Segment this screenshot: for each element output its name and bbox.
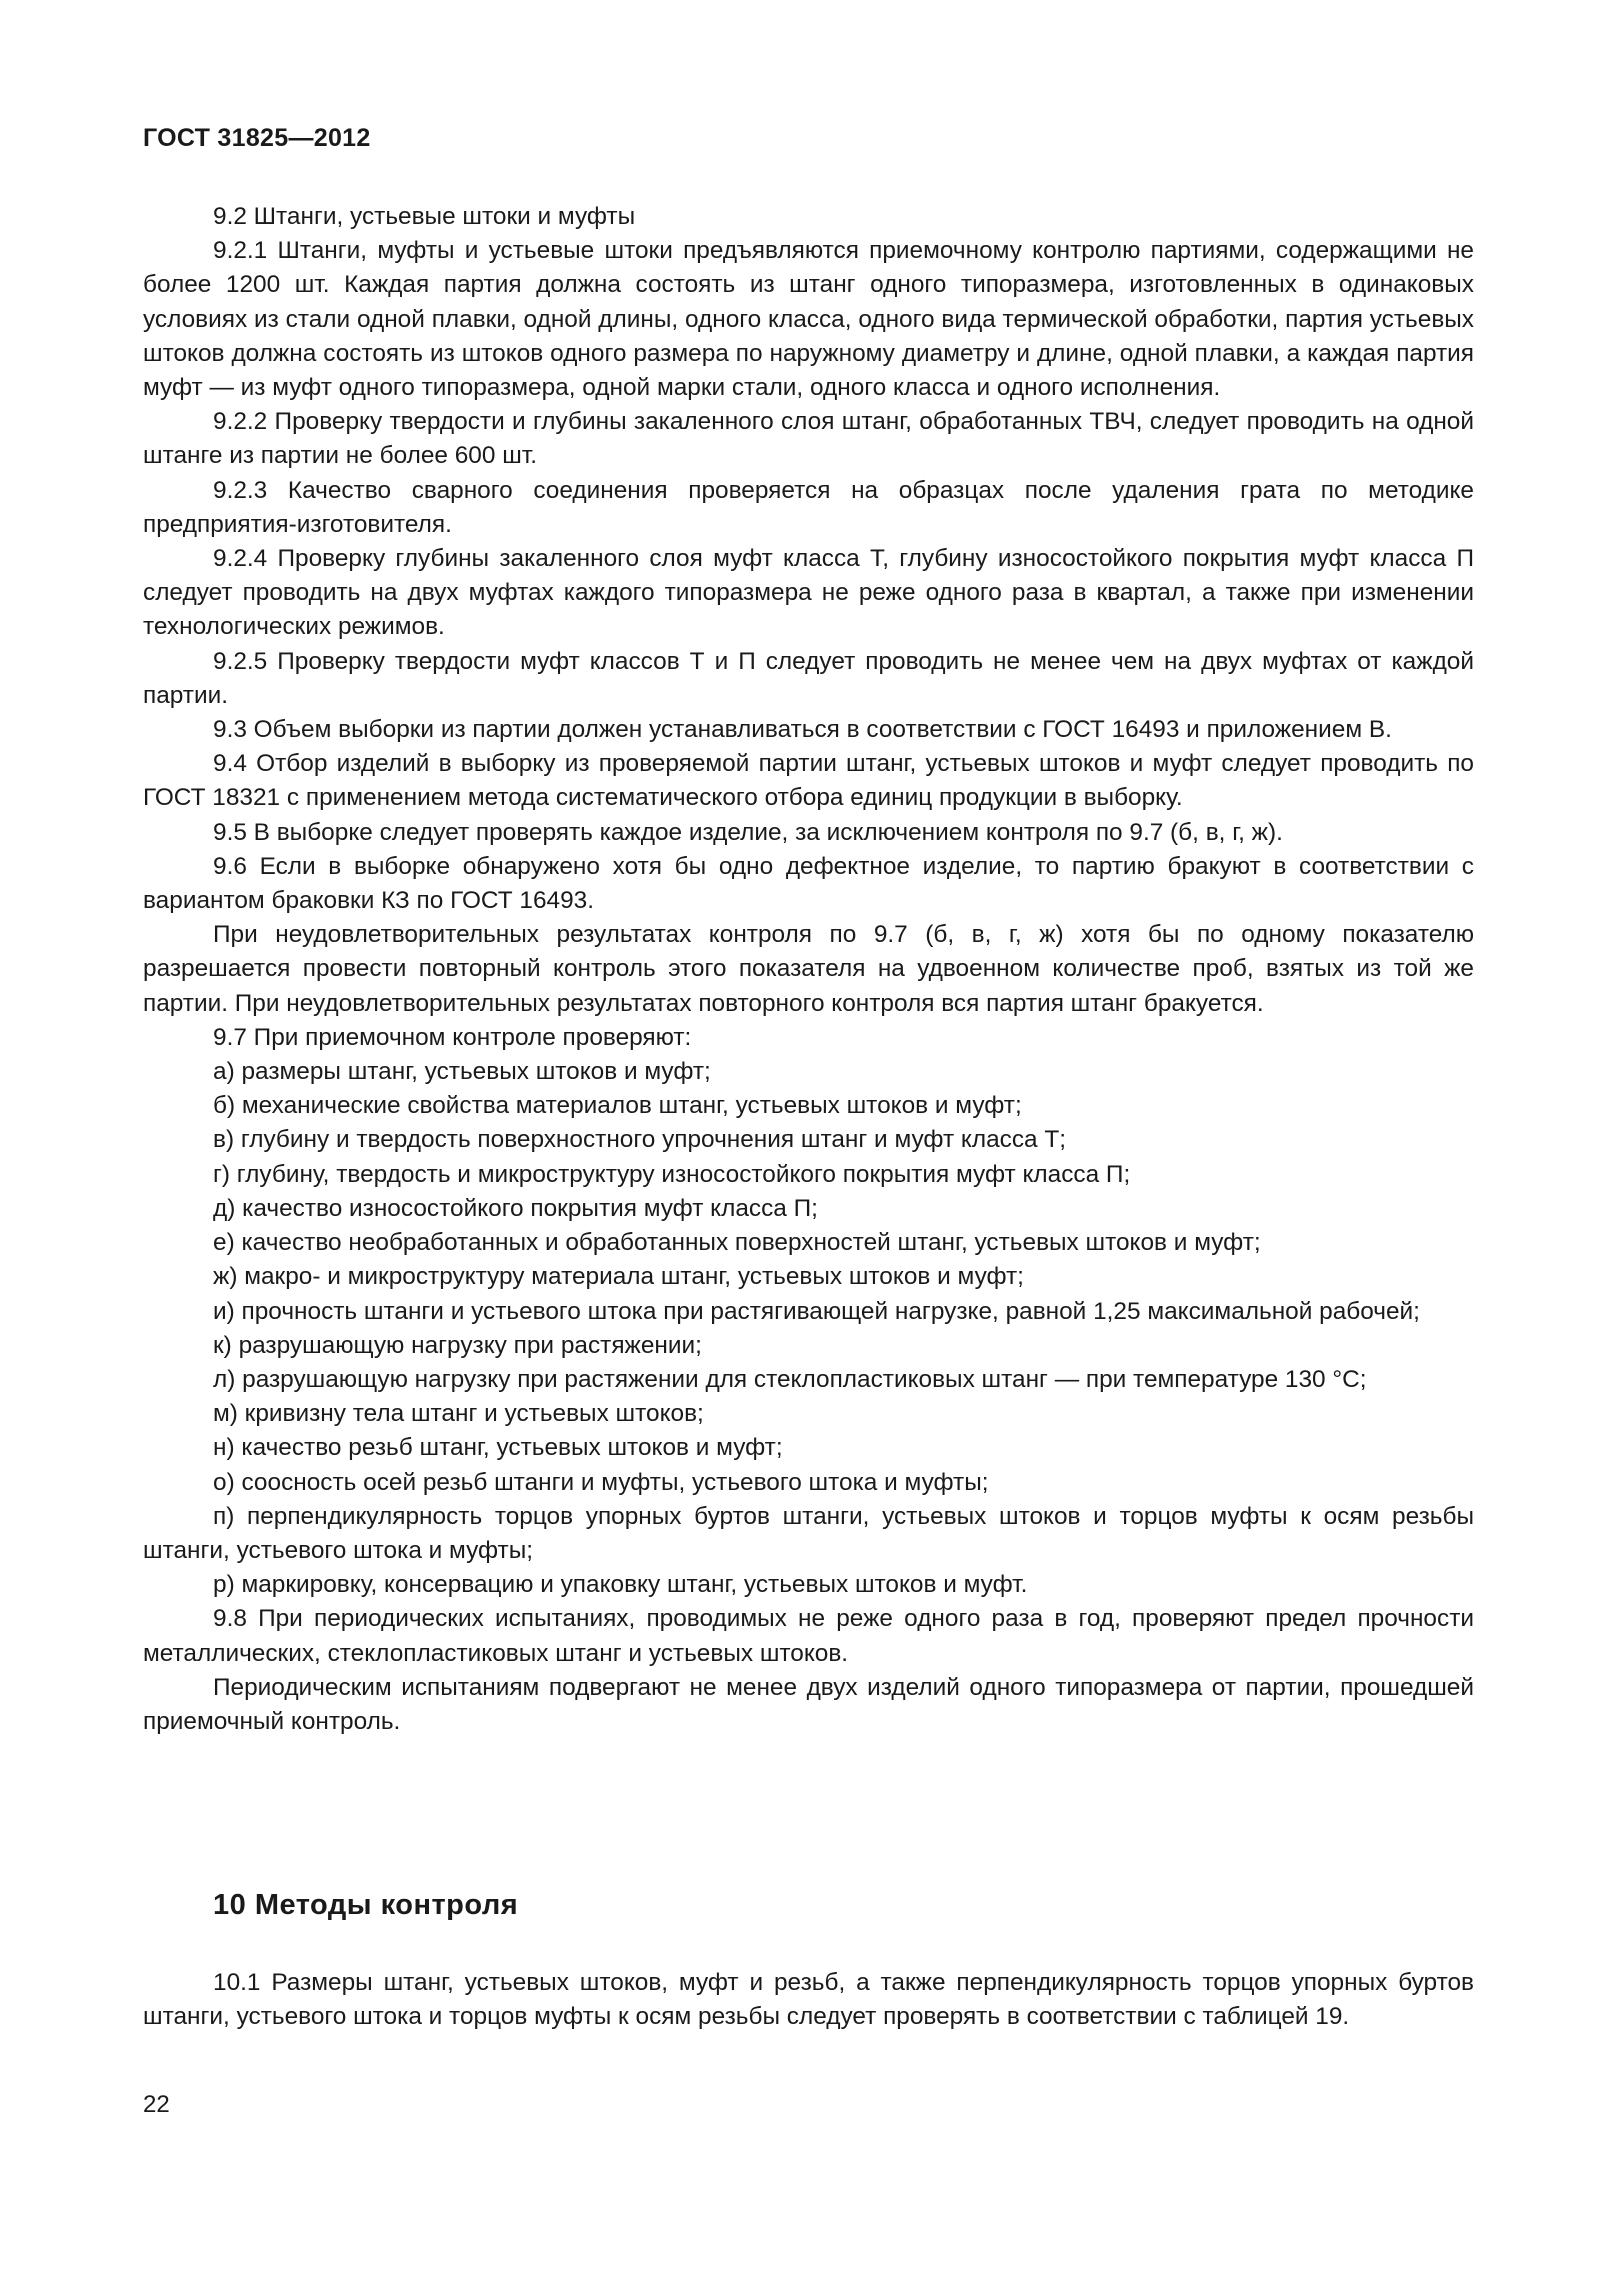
list-item: о) соосность осей резьб штанги и муфты, устьевого штока и муфты; <box>213 1468 989 1496</box>
section-9-body <box>143 200 1474 1739</box>
list-item: л) разрушающую нагрузку при растяжении для стеклопластиковых штанг — при температуре 130 °С; <box>213 1365 1367 1393</box>
list-item: м) кривизну тела штанг и устьевых штоков; <box>213 1400 704 1428</box>
list-item: к) разрушающую нагрузку при растяжении; <box>213 1331 702 1359</box>
paragraph: 9.2.4 Проверку глубины закаленного слоя муфт класса Т, глубину износостойкого покрытия муфт класса П следует проводить на двух муфтах каждого типоразмера не реже одного раза в квартал, а также при изменении технологических режимов. <box>143 545 1474 641</box>
list-item: г) глубину, твердость и микроструктуру износостойкого покрытия муфт класса П; <box>213 1160 1131 1188</box>
paragraph: 9.6 Если в выборке обнаружено хотя бы одно дефектное изделие, то партию бракуют в соответствии с вариантом браковки КЗ по ГОСТ 16493. <box>143 852 1474 915</box>
paragraph: 9.2 Штанги, устьевые штоки и муфты <box>213 203 636 230</box>
list-item: е) качество необработанных и обработанных поверхностей штанг, устьевых штоков и муфт; <box>213 1229 1261 1257</box>
section-heading: 10 Методы контроля <box>213 1889 519 1921</box>
paragraph: 9.7 При приемочном контроле проверяют: <box>213 1023 692 1051</box>
paragraph: Периодическим испытаниям подвергают не менее двух изделий одного типоразмера от партии, прошедшей приемочный контроль. <box>143 1673 1474 1735</box>
list-item: а) размеры штанг, устьевых штоков и муфт; <box>213 1058 711 1086</box>
list-item: п) перпендикулярность торцов упорных буртов штанги, устьевых штоков и торцов муфты к осям резьбы штанги, устьевого штока и муфты; <box>143 1502 1474 1564</box>
list-item: р) маркировку, консервацию и упаковку штанг, устьевых штоков и муфт. <box>213 1571 1028 1599</box>
paragraph: 9.3 Объем выборки из партии должен устанавливаться в соответствии с ГОСТ 16493 и приложением В. <box>213 716 1392 744</box>
list-item: в) глубину и твердость поверхностного упрочнения штанг и муфт класса Т; <box>213 1126 1067 1154</box>
paragraph: 9.2.2 Проверку твердости и глубины закаленного слоя штанг, обработанных ТВЧ, следует проводить на одной штанге из партии не более 600 шт. <box>143 408 1474 470</box>
paragraph: 9.4 Отбор изделий в выборку из проверяемой партии штанг, устьевых штоков и муфт следует проводить по ГОСТ 18321 с применением метода систематического отбора единиц продукции в выборку. <box>143 750 1474 812</box>
list-item: ж) макро- и микроструктуру материала штанг, устьевых штоков и муфт; <box>213 1263 1024 1291</box>
page-number: 22 <box>143 2091 170 2118</box>
list-item: б) механические свойства материалов штанг, устьевых штоков и муфт; <box>213 1092 1022 1120</box>
paragraph: 9.8 При периодических испытаниях, проводимых не реже одного раза в год, проверяют предел прочности металлических, стеклопластиковых штанг и устьевых штоков. <box>143 1605 1474 1667</box>
list-item: н) качество резьб штанг, устьевых штоков и муфт; <box>213 1434 783 1462</box>
standard-header: ГОСТ 31825—2012 <box>143 124 371 152</box>
list-item: д) качество износостойкого покрытия муфт класса П; <box>213 1194 818 1222</box>
paragraph: При неудовлетворительных результатах контроля по 9.7 (б, в, г, ж) хотя бы по одному показателю разрешается провести повторный контроль этого показателя на удвоенном количестве проб, взятых из той же партии. При неудовлетворительных результатах повторного контроля вся партия штанг бракуется. <box>143 921 1474 1017</box>
paragraph: 9.2.3 Качество сварного соединения проверяется на образцах после удаления грата по методике предприятия-изготовителя. <box>143 476 1474 538</box>
list-item: и) прочность штанги и устьевого штока при растягивающей нагрузке, равной 1,25 максимальной рабочей; <box>213 1297 1420 1325</box>
section-10-body <box>143 1966 1474 2034</box>
paragraph: 9.5 В выборке следует проверять каждое изделие, за исключением контроля по 9.7 (б, в, г, ж). <box>213 818 1283 846</box>
paragraph: 9.2.1 Штанги, муфты и устьевые штоки предъявляются приемочному контролю партиями, содержащими не более 1200 шт. Каждая партия должна состоять из штанг одного типоразмера, изготовленных в одинаковых условиях из стали одной плавки, одной длины, одного класса, одного вида термической обработки, партия устьевых штоков должна состоять из штоков одного размера по наружному диаметру и длине, одной плавки, а каждая партия муфт — из муфт одного типоразмера, одной марки стали, одного класса и одного исполнения. <box>143 237 1474 402</box>
paragraph: 9.2.5 Проверку твердости муфт классов Т и П следует проводить не менее чем на двух муфтах от каждой партии. <box>143 647 1474 709</box>
paragraph: 10.1 Размеры штанг, устьевых штоков, муфт и резьб, а также перпендикулярность торцов упорных буртов штанги, устьевого штока и торцов муфты к осям резьбы следует проверять в соответствии с таблицей 19. <box>143 1969 1474 2031</box>
